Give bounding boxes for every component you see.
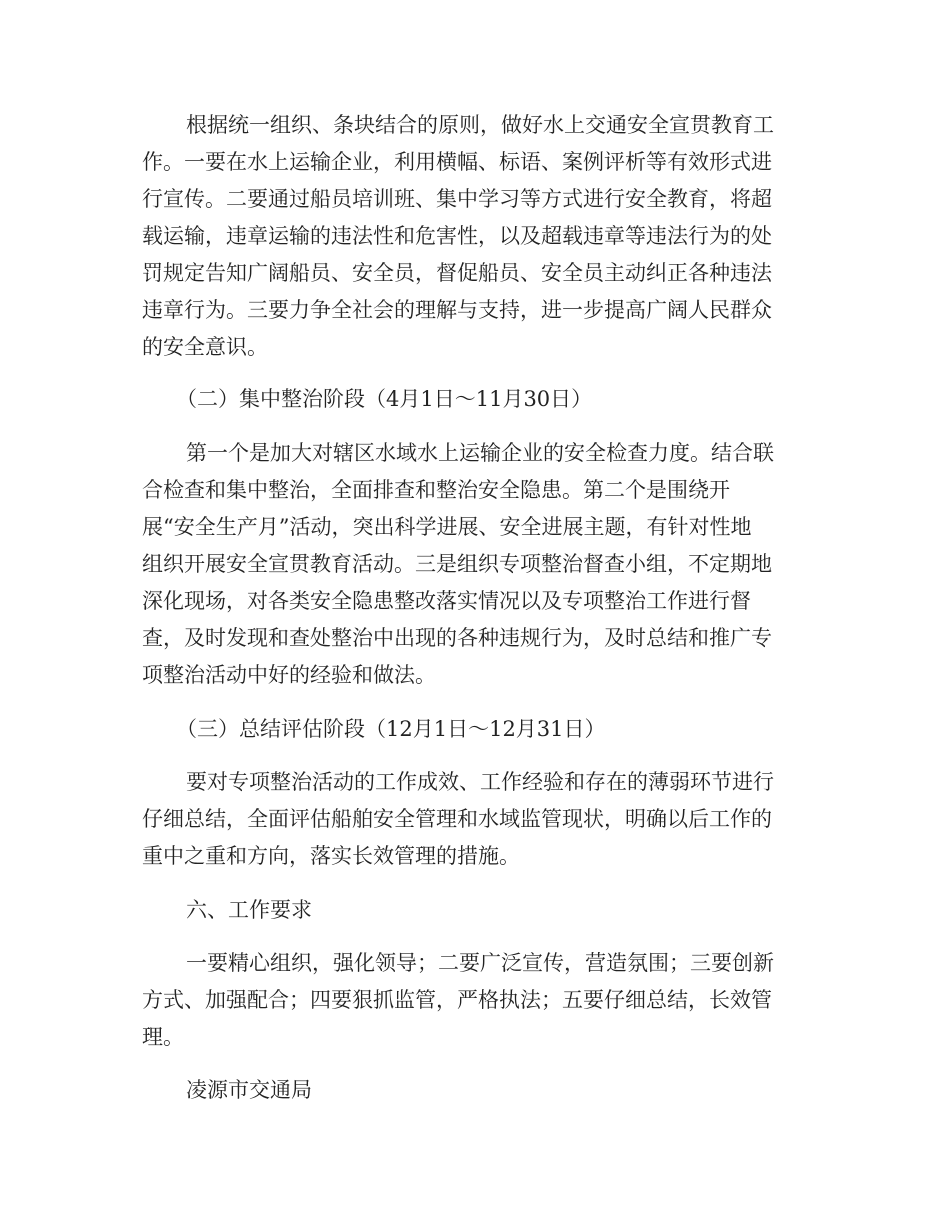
paragraph-3-line-1: 第一个是加大对辖区水域水上运输企业的安全检查力度。结合联: [186, 441, 774, 465]
paragraph-5-line-1: 要对专项整治活动的工作成效、工作经验和存在的薄弱环节进行: [186, 770, 774, 794]
paragraph-7-line-1: 一要精心组织，强化领导；二要广泛宣传，营造氛围；三要创新: [186, 951, 774, 975]
paragraph-7-line-2: 方式、加强配合；四要狠抓监管，严格执法；五要仔细总结，长效管: [142, 988, 772, 1012]
paragraph-1-line-6: 违章行为。三要力争全社会的理解与支持，进一步提高广阔人民群众: [142, 298, 772, 322]
paragraph-3-line-2: 合检查和集中整治，全面排查和整治安全隐患。第二个是围绕开: [142, 478, 730, 502]
section-heading-2: （二）集中整治阶段（4月1日～11月30日）: [176, 387, 593, 411]
paragraph-3-line-3: 展“安全生产月”活动，突出科学进展、安全进展主题，有针对性地: [142, 515, 752, 539]
paragraph-3-line-5: 深化现场，对各类安全隐患整改落实情况以及专项整治工作进行督: [142, 589, 751, 613]
paragraph-1-line-1: 根据统一组织、条块结合的原则，做好水上交通安全宣贯教育工: [186, 113, 774, 137]
paragraph-5-line-3: 重中之重和方向，落实长效管理的措施。: [142, 844, 520, 868]
paragraph-1-line-3: 行宣传。二要通过船员培训班、集中学习等方式进行安全教育，将超: [142, 187, 772, 211]
paragraph-3-line-6: 查，及时发现和查处整治中出现的各种违规行为，及时总结和推广专: [142, 626, 772, 650]
paragraph-3-line-7: 项整治活动中好的经验和做法。: [142, 663, 436, 687]
section-heading-3: （三）总结评估阶段（12月1日～12月31日）: [176, 717, 606, 741]
signature-organization: 凌源市交通局: [186, 1078, 312, 1102]
paragraph-3-line-4: 组织开展安全宣贯教育活动。三是组织专项整治督查小组，不定期地: [142, 552, 772, 576]
paragraph-1-line-4: 载运输，违章运输的违法性和危害性，以及超载违章等违法行为的处: [142, 224, 772, 248]
paragraph-1-line-2: 作。一要在水上运输企业，利用横幅、标语、案例评析等有效形式进: [142, 150, 772, 174]
paragraph-5-line-2: 仔细总结，全面评估船舶安全管理和水域监管现状，明确以后工作的: [142, 807, 772, 831]
paragraph-1-line-7: 的安全意识。: [142, 335, 268, 359]
section-heading-6: 六、工作要求: [186, 898, 312, 922]
paragraph-7-line-3: 理。: [142, 1025, 184, 1049]
paragraph-1-line-5: 罚规定告知广阔船员、安全员，督促船员、安全员主动纠正各种违法: [142, 261, 772, 285]
